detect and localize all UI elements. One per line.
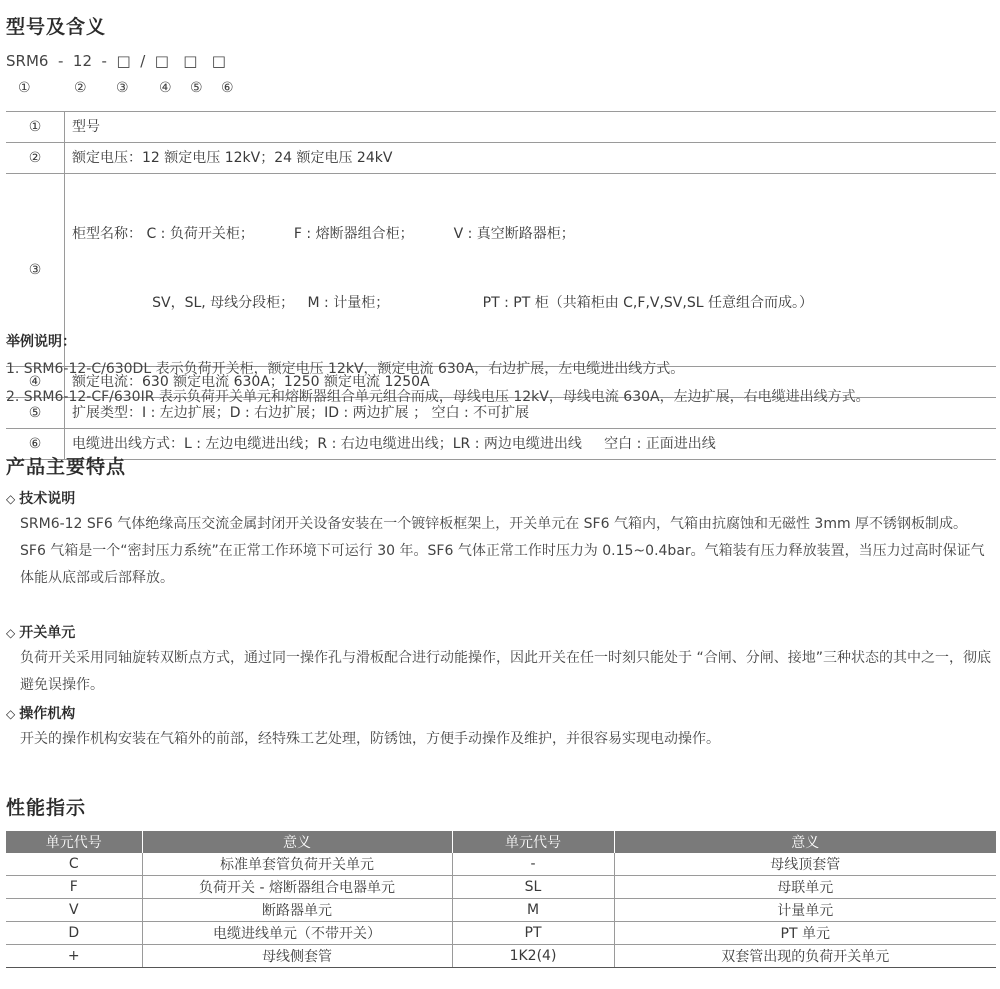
meaning-text: 电缆进出线方式：L : 左边电缆进出线；R : 右边电缆进出线；LR : 两边电缆进出线 空白 : 正面进出线	[72, 436, 716, 452]
diamond-bullet-icon: ◇	[6, 707, 16, 721]
table-cell: 母联单元	[614, 876, 996, 899]
performance-table	[6, 831, 996, 968]
example-item: 2. SRM6-12-CF/630IR 表示负荷开关单元和熔断器组合单元组合而成，母线电压 12kV，母线电流 630A，左边扩展，右电缆进出线方式。	[6, 389, 870, 405]
table-cell: 断路器单元	[142, 899, 452, 922]
section-title-model: 型号及含义	[6, 16, 107, 38]
feature-paragraph: SF6 气箱是一个“密封压力系统”在正常工作环境下可运行 30 年。SF6 气体正常工作时压力为 0.15~0.4bar。气箱装有压力释放装置，当压力过高时保证气体能从底部或后部释放。	[20, 543, 985, 586]
table-cell: 母线顶套管	[614, 853, 996, 876]
meaning-text-line: 柜型名称： C : 负荷开关柜； F : 熔断器组合柜； V : 真空断路器柜；	[72, 226, 575, 242]
example-item: 1. SRM6-12-C/630DL 表示负荷开关柜，额定电压 12kV，额定电流 630A，右边扩展，左电缆进出线方式。	[6, 361, 685, 377]
meaning-text-line: SV，SL, 母线分段柜； M : 计量柜； PT : PT 柜（共箱柜由 C,F,V,SV,SL 任意组合而成。）	[72, 295, 813, 311]
table-cell: 计量单元	[614, 899, 996, 922]
meaning-num: ①	[6, 112, 65, 142]
table-cell: 标准单套管负荷开关单元	[142, 853, 452, 876]
meaning-text-multiline	[72, 174, 996, 366]
position-marker: ⑥	[221, 80, 234, 96]
table-cell: -	[452, 853, 614, 876]
table-cell: F	[6, 876, 142, 899]
diamond-bullet-icon: ◇	[6, 492, 16, 506]
examples-title: 举例说明：	[6, 334, 76, 350]
feature-heading-text: 开关单元	[19, 625, 76, 641]
meaning-row	[6, 174, 996, 367]
column-header: 单元代号	[6, 831, 142, 853]
table-row	[6, 922, 996, 945]
table-header-row	[6, 831, 996, 853]
position-markers	[6, 80, 266, 100]
feature-heading	[6, 622, 75, 642]
diamond-bullet-icon: ◇	[6, 626, 16, 640]
table-cell: V	[6, 899, 142, 922]
table-cell: PT	[452, 922, 614, 945]
table-cell: M	[452, 899, 614, 922]
meaning-text: 额定电压：12 额定电压 12kV；24 额定电压 24kV	[72, 150, 393, 166]
meaning-num: ④	[6, 367, 65, 397]
feature-body	[20, 511, 995, 592]
column-header: 意义	[614, 831, 996, 853]
table-cell: 负荷开关 - 熔断器组合电器单元	[142, 876, 452, 899]
table-row	[6, 876, 996, 899]
meaning-row	[6, 112, 996, 143]
table-cell: PT 单元	[614, 922, 996, 945]
meaning-num: ②	[6, 143, 65, 173]
feature-paragraph: SRM6-12 SF6 气体绝缘高压交流金属封闭开关设备安装在一个镀锌板框架上，开关单元在 SF6 气箱内，气箱由抗腐蚀和无磁性 3mm 厚不锈钢板制成。	[20, 516, 968, 532]
meaning-row	[6, 429, 996, 460]
table-cell: 电缆进线单元（不带开关）	[142, 922, 452, 945]
meaning-text: 扩展类型：I : 左边扩展；D : 右边扩展；ID : 两边扩展 ； 空白 : 不可扩展	[72, 405, 530, 421]
meaning-text: 型号	[72, 119, 100, 135]
meanings-table	[6, 111, 996, 460]
position-marker: ②	[74, 80, 87, 96]
model-code: SRM6 - 12 - □ / □ □ □	[6, 52, 226, 70]
table-cell: C	[6, 853, 142, 876]
feature-heading	[6, 488, 75, 508]
table-cell: D	[6, 922, 142, 945]
table-row	[6, 945, 996, 968]
section-title-features: 产品主要特点	[6, 456, 127, 478]
table-cell: 1K2(4)	[452, 945, 614, 968]
meaning-num: ⑥	[6, 429, 65, 459]
section-title-performance: 性能指示	[6, 797, 87, 819]
column-header: 意义	[142, 831, 452, 853]
feature-heading-text: 操作机构	[19, 706, 76, 722]
feature-heading-text: 技术说明	[19, 491, 76, 507]
meaning-num: ③	[6, 174, 65, 366]
column-header: 单元代号	[452, 831, 614, 853]
position-marker: ④	[159, 80, 172, 96]
feature-body	[20, 726, 995, 753]
position-marker: ⑤	[190, 80, 203, 96]
feature-paragraph: 开关的操作机构安装在气箱外的前部，经特殊工艺处理，防锈蚀，方便手动操作及维护，并很容易实现电动操作。	[20, 731, 720, 747]
meaning-text: 额定电流：630 额定电流 630A；1250 额定电流 1250A	[72, 374, 430, 390]
meaning-row	[6, 143, 996, 174]
feature-paragraph: 负荷开关采用同轴旋转双断点方式，通过同一操作孔与滑板配合进行动能操作，因此开关在任一时刻只能处于 “合闸、分闸、接地”三种状态的其中之一，彻底避免误操作。	[20, 650, 991, 693]
position-marker: ①	[18, 80, 31, 96]
feature-heading	[6, 703, 75, 723]
table-row	[6, 899, 996, 922]
feature-body	[20, 645, 995, 699]
table-row	[6, 853, 996, 876]
meaning-num: ⑤	[6, 398, 65, 428]
table-cell: SL	[452, 876, 614, 899]
position-marker: ③	[116, 80, 129, 96]
table-cell: 母线侧套管	[142, 945, 452, 968]
table-cell: 双套管出现的负荷开关单元	[614, 945, 996, 968]
table-cell: +	[6, 945, 142, 968]
